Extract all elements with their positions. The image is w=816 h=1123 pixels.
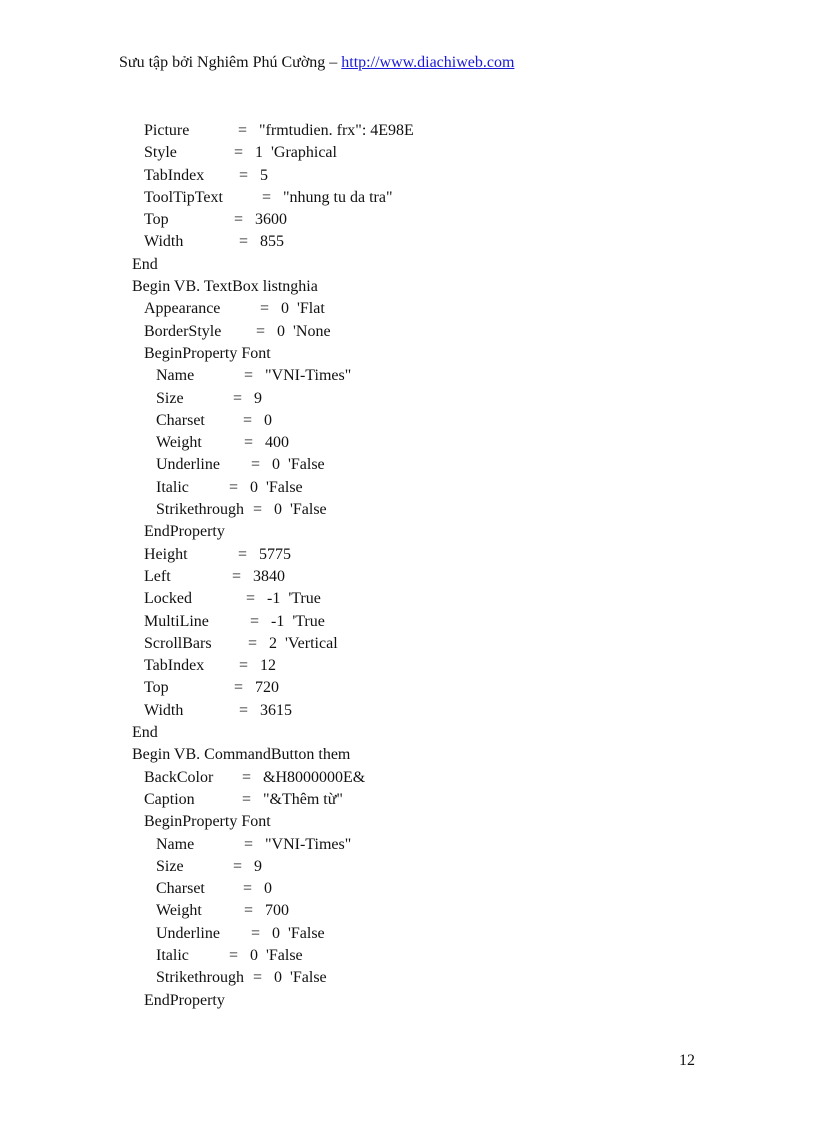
property-value: &H8000000E&	[263, 768, 366, 786]
code-text: BeginProperty Font	[144, 344, 271, 362]
property-value: 9	[254, 389, 262, 407]
property-value: 3615	[260, 701, 292, 719]
property-value: 0 'False	[274, 969, 327, 987]
header-credit: Sưu tập bởi Nghiêm Phú Cường –	[119, 54, 338, 71]
code-line	[132, 544, 732, 566]
code-text: End	[132, 255, 158, 273]
code-line	[132, 945, 732, 967]
property-value: 0 'False	[250, 946, 303, 964]
property-name: BorderStyle	[144, 322, 222, 340]
code-line	[132, 521, 732, 543]
equals-sign: =	[242, 768, 252, 786]
equals-sign: =	[232, 567, 242, 585]
equals-sign: =	[244, 367, 254, 385]
property-name: Appearance	[144, 300, 221, 318]
property-name: TabIndex	[144, 166, 205, 184]
equals-sign: =	[229, 946, 239, 964]
code-line	[132, 655, 732, 677]
property-value: 0 'None	[277, 322, 331, 340]
property-name: Width	[144, 701, 184, 719]
equals-sign: =	[253, 969, 263, 987]
property-value: 855	[260, 233, 284, 251]
property-value: -1 'True	[271, 612, 325, 630]
code-line	[132, 120, 732, 142]
code-line	[132, 633, 732, 655]
equals-sign: =	[239, 166, 249, 184]
property-value: "frmtudien. frx": 4E98E	[259, 122, 414, 139]
property-name: Weight	[156, 434, 202, 452]
equals-sign: =	[243, 411, 253, 429]
code-line	[132, 165, 732, 187]
property-name: Name	[156, 835, 195, 853]
code-line	[132, 454, 732, 476]
code-line	[132, 677, 732, 699]
code-listing	[132, 120, 732, 1012]
code-line	[132, 477, 732, 499]
equals-sign: =	[251, 456, 261, 474]
property-value: 9	[254, 857, 262, 875]
property-name: Width	[144, 233, 184, 251]
property-name: Underline	[156, 924, 220, 942]
property-name: Left	[144, 567, 171, 585]
code-line	[132, 321, 732, 343]
code-line	[132, 990, 732, 1012]
code-line	[132, 900, 732, 922]
code-text: EndProperty	[144, 991, 225, 1009]
property-name: Weight	[156, 902, 202, 920]
code-line	[132, 566, 732, 588]
property-name: Top	[144, 211, 169, 229]
code-line	[132, 209, 732, 231]
property-value: 0 'False	[274, 501, 327, 519]
code-line	[132, 611, 732, 633]
equals-sign: =	[239, 701, 249, 719]
equals-sign: =	[253, 501, 263, 519]
code-line	[132, 231, 732, 253]
equals-sign: =	[239, 233, 249, 251]
page-header	[119, 54, 514, 72]
property-value: 5	[260, 166, 268, 184]
property-value: 0 'False	[272, 924, 325, 942]
equals-sign: =	[260, 300, 270, 318]
property-value: 5775	[259, 545, 291, 563]
property-name: Underline	[156, 456, 220, 474]
code-line	[132, 722, 732, 744]
code-line	[132, 767, 732, 789]
code-line	[132, 700, 732, 722]
equals-sign: =	[229, 478, 239, 496]
property-value: 0 'False	[250, 478, 303, 496]
code-line	[132, 856, 732, 878]
property-name: ScrollBars	[144, 634, 212, 652]
code-line	[132, 923, 732, 945]
property-name: Italic	[156, 478, 189, 496]
equals-sign: =	[246, 590, 256, 608]
property-value: -1 'True	[267, 590, 321, 608]
equals-sign: =	[238, 545, 248, 563]
code-line	[132, 187, 732, 209]
equals-sign: =	[234, 211, 244, 229]
page-number: 12	[679, 1052, 695, 1069]
property-value: 12	[260, 657, 276, 675]
code-text: BeginProperty Font	[144, 813, 271, 831]
code-line	[132, 499, 732, 521]
property-value: 3600	[255, 211, 287, 229]
property-value: "VNI-Times"	[265, 835, 352, 853]
property-name: Top	[144, 679, 169, 697]
equals-sign: =	[248, 634, 258, 652]
property-value: 0 'False	[272, 456, 325, 474]
property-value: 3840	[253, 567, 285, 585]
equals-sign: =	[238, 122, 248, 139]
property-name: BackColor	[144, 768, 214, 786]
property-value: 0	[264, 880, 272, 898]
code-line	[132, 298, 732, 320]
property-value: 400	[265, 434, 289, 452]
property-name: Picture	[144, 122, 190, 139]
code-line	[132, 744, 732, 766]
equals-sign: =	[233, 857, 243, 875]
equals-sign: =	[256, 322, 266, 340]
property-value: 700	[265, 902, 289, 920]
property-name: MultiLine	[144, 612, 209, 630]
equals-sign: =	[234, 679, 244, 697]
property-name: Strikethrough	[156, 501, 244, 519]
equals-sign: =	[244, 902, 254, 920]
header-link[interactable]: http://www.diachiweb.com	[341, 54, 515, 71]
equals-sign: =	[250, 612, 260, 630]
code-text: End	[132, 724, 158, 742]
property-name: Strikethrough	[156, 969, 244, 987]
property-name: ToolTipText	[144, 188, 223, 206]
code-line	[132, 276, 732, 298]
equals-sign: =	[233, 389, 243, 407]
code-line	[132, 142, 732, 164]
code-text: Begin VB. TextBox listnghia	[132, 278, 318, 296]
equals-sign: =	[243, 880, 253, 898]
code-line	[132, 432, 732, 454]
equals-sign: =	[239, 657, 249, 675]
property-value: 0	[264, 411, 272, 429]
code-line	[132, 878, 732, 900]
equals-sign: =	[242, 790, 252, 808]
code-line	[132, 388, 732, 410]
equals-sign: =	[262, 188, 272, 206]
code-line	[132, 365, 732, 387]
property-value: 0 'Flat	[281, 300, 325, 318]
property-value: 1 'Graphical	[255, 144, 337, 162]
property-value: "nhung tu da tra"	[283, 188, 393, 206]
equals-sign: =	[251, 924, 261, 942]
property-value: 2 'Vertical	[269, 634, 338, 652]
equals-sign: =	[244, 835, 254, 853]
code-line	[132, 343, 732, 365]
property-name: Size	[156, 857, 184, 875]
property-name: Charset	[156, 880, 205, 898]
code-line	[132, 588, 732, 610]
code-text: EndProperty	[144, 523, 225, 541]
property-name: Height	[144, 545, 188, 563]
code-line	[132, 834, 732, 856]
code-line	[132, 967, 732, 989]
code-line	[132, 254, 732, 276]
property-name: Italic	[156, 946, 189, 964]
code-line	[132, 789, 732, 811]
equals-sign: =	[234, 144, 244, 162]
property-name: TabIndex	[144, 657, 205, 675]
property-value: 720	[255, 679, 279, 697]
property-name: Charset	[156, 411, 205, 429]
equals-sign: =	[244, 434, 254, 452]
code-line	[132, 811, 732, 833]
property-value: "&Thêm từ"	[263, 790, 343, 808]
property-name: Size	[156, 389, 184, 407]
code-text: Begin VB. CommandButton them	[132, 746, 351, 764]
property-name: Locked	[144, 590, 192, 608]
property-name: Name	[156, 367, 195, 385]
property-name: Style	[144, 144, 177, 162]
property-value: "VNI-Times"	[265, 367, 352, 385]
code-line	[132, 410, 732, 432]
property-name: Caption	[144, 790, 195, 808]
